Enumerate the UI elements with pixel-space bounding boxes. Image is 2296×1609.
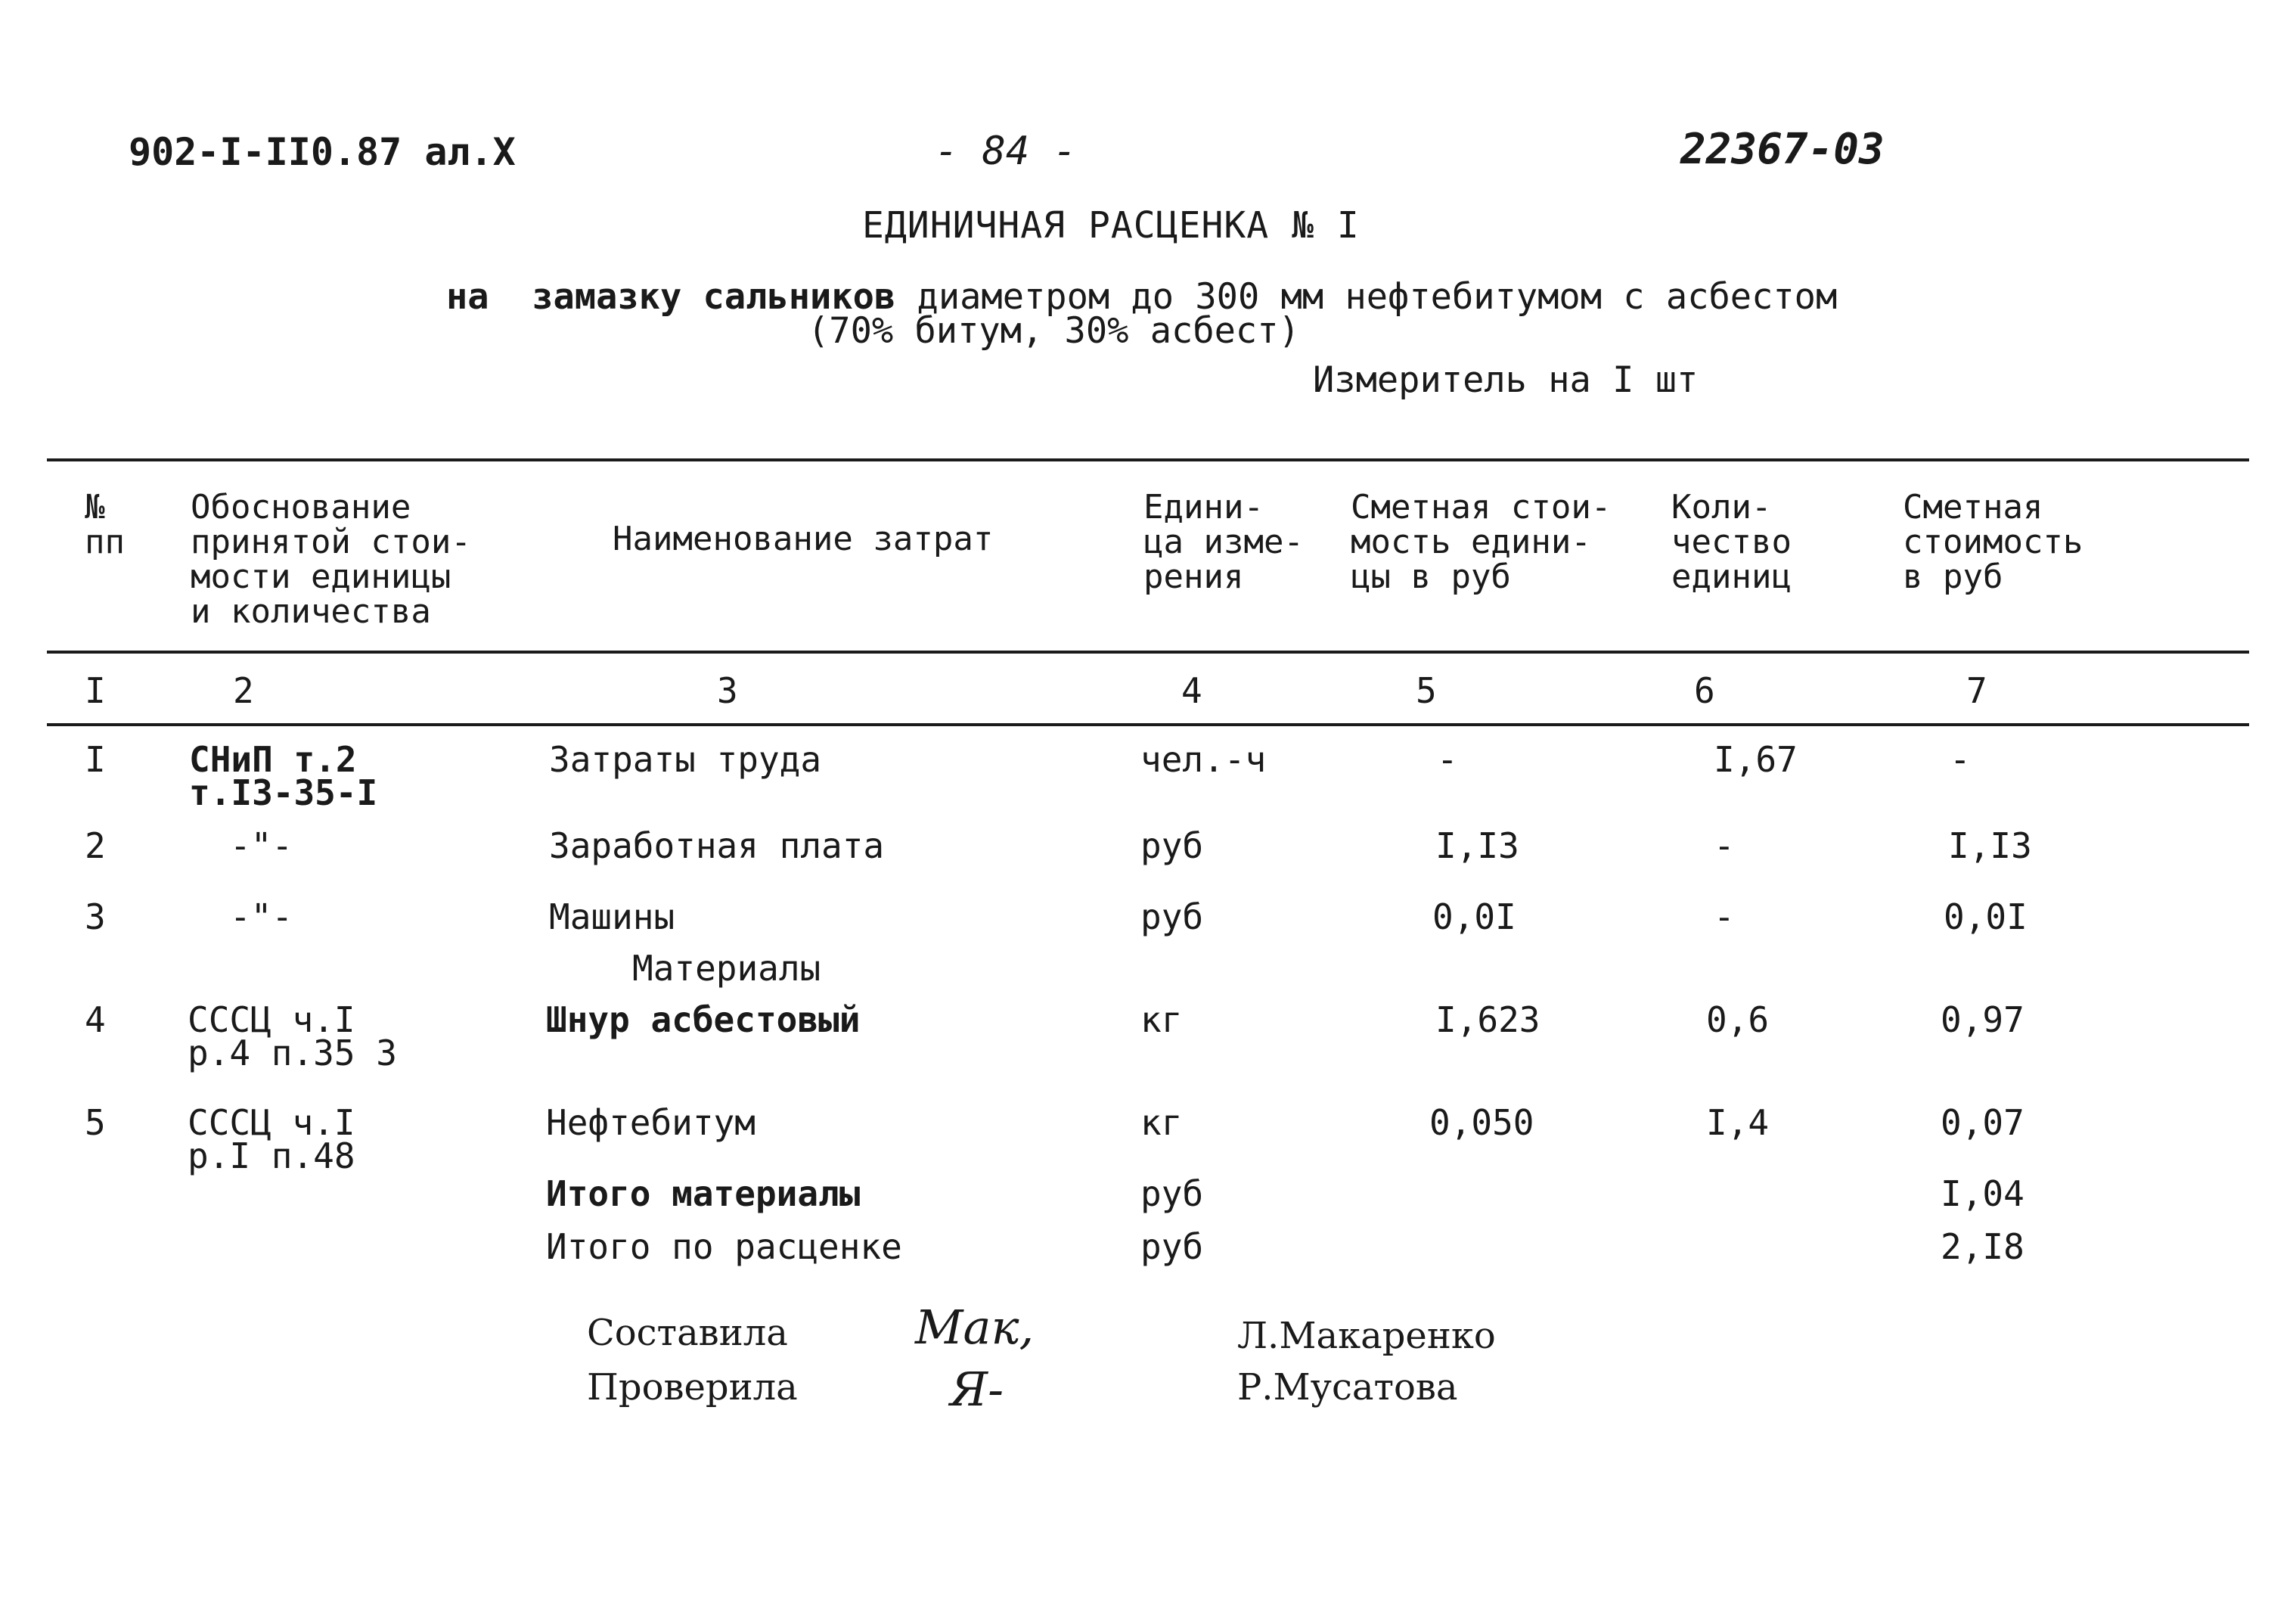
total-name: Итого по расценке (546, 1226, 902, 1267)
handwritten-signature: Я- (950, 1362, 1004, 1417)
col-number: 5 (1416, 670, 1437, 711)
row-price: 0,050 (1429, 1102, 1534, 1143)
col-number: I (85, 670, 106, 711)
table-top-rule (47, 458, 2249, 461)
col-header-price: Сметная стои- мость едини- цы в руб (1351, 488, 1612, 596)
col-number: 6 (1694, 670, 1715, 711)
row-unit: руб (1140, 896, 1204, 937)
row-unit: кг (1140, 999, 1183, 1040)
signature-person: Р.Мусатова (1237, 1366, 1458, 1409)
page-title: ЕДИНИЧНАЯ РАСЦЕНКА № I (862, 204, 1360, 247)
subtitle-rest: диаметром до 300 мм нефтебитумом с асбестом (895, 276, 1838, 318)
row-price: - (1437, 739, 1458, 780)
row-price: I,I3 (1435, 825, 1519, 866)
row-basis: СССЦ ч.I р.4 п.35 3 (188, 999, 397, 1073)
row-unit: чел.-ч (1140, 739, 1267, 780)
row-price: 0,0I (1432, 896, 1516, 937)
row-qty: I,4 (1706, 1102, 1770, 1143)
row-total: 0,07 (1941, 1102, 2025, 1143)
col-number: 4 (1181, 670, 1202, 711)
col-number: 3 (717, 670, 738, 711)
total-name: Итого материалы (546, 1173, 861, 1214)
row-total: - (1950, 739, 1971, 780)
row-name: Шнур асбестовый (546, 999, 861, 1040)
row-qty: - (1714, 825, 1735, 866)
row-number: 2 (85, 825, 106, 866)
row-number: 3 (85, 896, 106, 937)
subtitle-bold-part: замазку сальников (532, 276, 896, 318)
row-total: I,I3 (1948, 825, 2032, 866)
document-code: 902-I-II0.87 ал.X (129, 130, 516, 174)
table-number-rule (47, 723, 2249, 726)
row-qty: 0,6 (1706, 999, 1770, 1040)
col-header-qty: Коли- чество единиц (1671, 488, 1792, 596)
page-number: - 84 - (935, 129, 1077, 174)
total-unit: руб (1140, 1226, 1204, 1267)
row-qty: I,67 (1714, 739, 1798, 780)
row-number: 4 (85, 999, 106, 1040)
row-name: Нефтебитум (546, 1102, 756, 1143)
signature-role: Составила (587, 1312, 788, 1354)
section-label-materials: Материалы (632, 948, 821, 989)
table-header-rule (47, 651, 2249, 654)
total-value: 2,I8 (1941, 1226, 2025, 1267)
row-unit: руб (1140, 825, 1204, 866)
row-number: I (85, 739, 106, 780)
row-basis: СССЦ ч.I р.I п.48 (188, 1102, 355, 1176)
col-header-unit: Едини- ца изме- рения (1143, 488, 1304, 596)
subtitle-prefix: на (446, 276, 489, 318)
row-price: I,623 (1435, 999, 1540, 1040)
col-number: 7 (1966, 670, 1987, 711)
col-header-total: Сметная стоимость в руб (1903, 488, 2083, 596)
col-header-name: Наименование затрат (613, 520, 994, 558)
row-number: 5 (85, 1102, 106, 1143)
col-header-number: № пп (85, 488, 125, 561)
row-basis: -"- (230, 825, 293, 866)
total-unit: руб (1140, 1173, 1204, 1214)
row-total: 0,97 (1941, 999, 2025, 1040)
row-total: 0,0I (1944, 896, 2028, 937)
col-header-basis: Обоснование принятой стои- мости единицы и количества (191, 488, 471, 631)
measure-unit: Измеритель на I шт (1313, 359, 1699, 401)
signature-person: Л.Макаренко (1237, 1315, 1496, 1357)
col-number: 2 (233, 670, 254, 711)
document-number: 22367-03 (1680, 125, 1885, 174)
row-name: Заработная плата (549, 825, 885, 866)
row-name: Затраты труда (549, 739, 822, 780)
handwritten-signature: Мак, (915, 1300, 1035, 1355)
row-unit: кг (1140, 1102, 1183, 1143)
row-name: Машины (549, 896, 675, 937)
total-value: I,04 (1941, 1173, 2025, 1214)
row-basis: СНиП т.2 т.I3-35-I (189, 739, 378, 813)
row-qty: - (1714, 896, 1735, 937)
subtitle-line-2: (70% битум, 30% асбест) (808, 310, 1300, 352)
row-basis: -"- (230, 896, 293, 937)
signature-role: Проверила (587, 1366, 798, 1409)
